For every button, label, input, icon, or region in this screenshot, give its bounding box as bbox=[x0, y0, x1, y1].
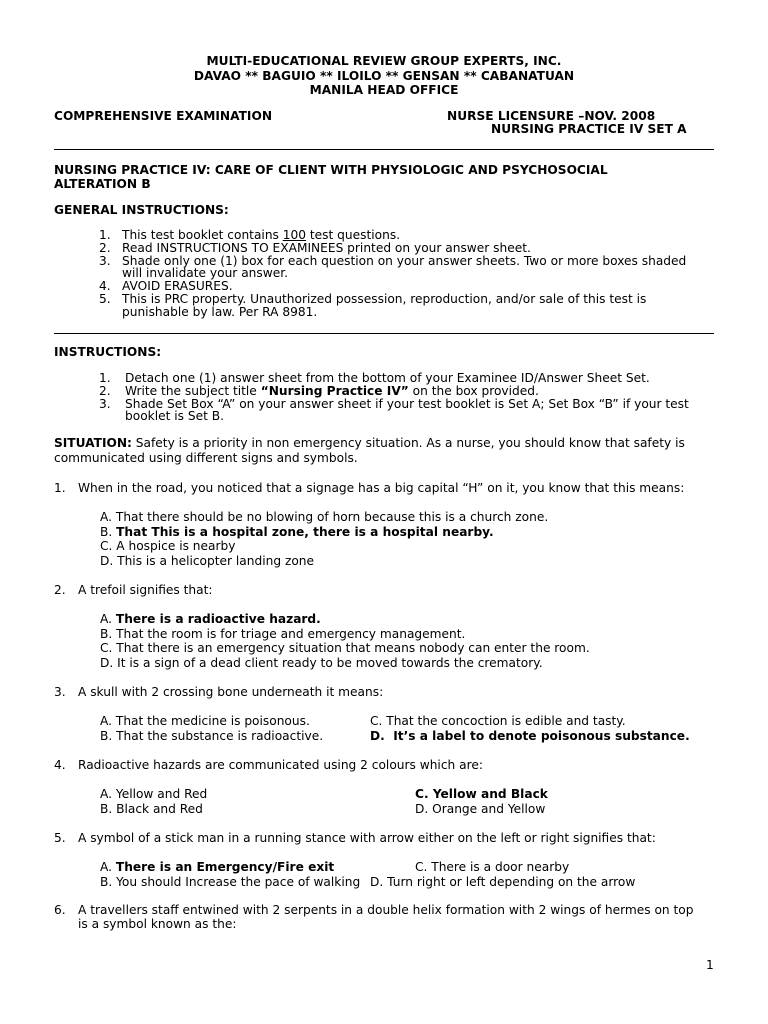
q3-option-d: D. It’s a label to denote poisonous substance. bbox=[370, 729, 690, 743]
list-number: 4. bbox=[99, 279, 111, 293]
q2-option-c: C. That there is an emergency situation that means nobody can enter the room. bbox=[100, 641, 590, 655]
branches: DAVAO ** BAGUIO ** ILOILO ** GENSAN ** CABANATUAN bbox=[193, 69, 575, 83]
q3-option-c: C. That the concoction is edible and tasty. bbox=[370, 714, 626, 728]
instructions-title: INSTRUCTIONS: bbox=[54, 345, 162, 359]
general-item-3-cont: will invalidate your answer. bbox=[122, 266, 288, 280]
set-label: NURSING PRACTICE IV SET A bbox=[491, 122, 687, 136]
head-office: MANILA HEAD OFFICE bbox=[309, 83, 459, 97]
q4-option-c: C. Yellow and Black bbox=[415, 787, 548, 801]
q4-option-a: A. Yellow and Red bbox=[100, 787, 208, 801]
general-item-5: This is PRC property. Unauthorized possession, reproduction, and/or sale of this test is bbox=[122, 292, 647, 306]
question-number: 4. bbox=[54, 758, 66, 772]
exam-title: COMPREHENSIVE EXAMINATION bbox=[54, 109, 273, 123]
question-6-stem-cont: is a symbol known as the: bbox=[78, 917, 237, 931]
q4-option-b: B. Black and Red bbox=[100, 802, 203, 816]
question-6-stem: A travellers staff entwined with 2 serpents in a double helix formation with 2 wings of hermes on top bbox=[78, 903, 694, 917]
instruction-item-3: Shade Set Box “A” on your answer sheet if your test booklet is Set A; Set Box “B” if your test bbox=[125, 397, 689, 411]
general-item-5-cont: punishable by law. Per RA 8981. bbox=[122, 305, 318, 319]
question-number: 5. bbox=[54, 831, 66, 845]
general-item-1: This test booklet contains 100 test questions. bbox=[122, 228, 401, 242]
list-number: 3. bbox=[99, 254, 111, 268]
q2-option-a: A. There is a radioactive hazard. bbox=[100, 612, 321, 626]
question-count: 100 bbox=[282, 228, 307, 242]
divider bbox=[54, 333, 714, 334]
q2-option-b: B. That the room is for triage and emergency management. bbox=[100, 627, 466, 641]
q1-option-a: A. That there should be no blowing of horn because this is a church zone. bbox=[100, 510, 549, 524]
page-number: 1 bbox=[706, 958, 714, 972]
general-item-4: AVOID ERASURES. bbox=[122, 279, 233, 293]
q5-option-b: B. You should Increase the pace of walking bbox=[100, 875, 361, 889]
divider bbox=[54, 149, 714, 150]
list-number: 1. bbox=[99, 371, 111, 385]
q5-option-a: A. There is an Emergency/Fire exit bbox=[100, 860, 335, 874]
q2-option-d: D. It is a sign of a dead client ready to be moved towards the crematory. bbox=[100, 656, 543, 670]
question-5-stem: A symbol of a stick man in a running stance with arrow either on the left or right signifies that: bbox=[78, 831, 656, 845]
q1-option-c: C. A hospice is nearby bbox=[100, 539, 236, 553]
list-number: 3. bbox=[99, 397, 111, 411]
list-number: 2. bbox=[99, 241, 111, 255]
list-number: 1. bbox=[99, 228, 111, 242]
general-item-2: Read INSTRUCTIONS TO EXAMINEES printed on your answer sheet. bbox=[122, 241, 531, 255]
q1-option-d: D. This is a helicopter landing zone bbox=[100, 554, 315, 568]
q3-option-a: A. That the medicine is poisonous. bbox=[100, 714, 310, 728]
instruction-item-2: Write the subject title “Nursing Practice IV” on the box provided. bbox=[125, 384, 539, 398]
general-instructions-title: GENERAL INSTRUCTIONS: bbox=[54, 203, 229, 217]
question-2-stem: A trefoil signifies that: bbox=[78, 583, 213, 597]
general-item-3: Shade only one (1) box for each question on your answer sheets. Two or more boxes shaded bbox=[122, 254, 687, 268]
question-number: 3. bbox=[54, 685, 66, 699]
instruction-item-1: Detach one (1) answer sheet from the bottom of your Examinee ID/Answer Sheet Set. bbox=[125, 371, 650, 385]
q1-option-b: B. That This is a hospital zone, there is a hospital nearby. bbox=[100, 525, 494, 539]
subject-title-2: ALTERATION B bbox=[54, 177, 151, 191]
question-number: 6. bbox=[54, 903, 66, 917]
q4-option-d: D. Orange and Yellow bbox=[415, 802, 546, 816]
question-3-stem: A skull with 2 crossing bone underneath it means: bbox=[78, 685, 384, 699]
list-number: 2. bbox=[99, 384, 111, 398]
question-1-stem: When in the road, you noticed that a signage has a big capital “H” on it, you know that this means: bbox=[78, 481, 685, 495]
q5-option-c: C. There is a door nearby bbox=[415, 860, 570, 874]
situation: SITUATION: Safety is a priority in non emergency situation. As a nurse, you should know that safety is bbox=[54, 436, 685, 450]
instruction-item-3-cont: booklet is Set B. bbox=[125, 409, 224, 423]
question-number: 1. bbox=[54, 481, 66, 495]
q5-option-d: D. Turn right or left depending on the arrow bbox=[370, 875, 636, 889]
org-name: MULTI-EDUCATIONAL REVIEW GROUP EXPERTS, INC. bbox=[206, 54, 562, 68]
situation-cont: communicated using different signs and symbols. bbox=[54, 451, 358, 465]
licensure: NURSE LICENSURE –NOV. 2008 bbox=[447, 109, 656, 123]
q3-option-b: B. That the substance is radioactive. bbox=[100, 729, 324, 743]
question-number: 2. bbox=[54, 583, 66, 597]
subject-title: NURSING PRACTICE IV: CARE OF CLIENT WITH PHYSIOLOGIC AND PSYCHOSOCIAL bbox=[54, 163, 608, 177]
list-number: 5. bbox=[99, 292, 111, 306]
question-4-stem: Radioactive hazards are communicated using 2 colours which are: bbox=[78, 758, 483, 772]
